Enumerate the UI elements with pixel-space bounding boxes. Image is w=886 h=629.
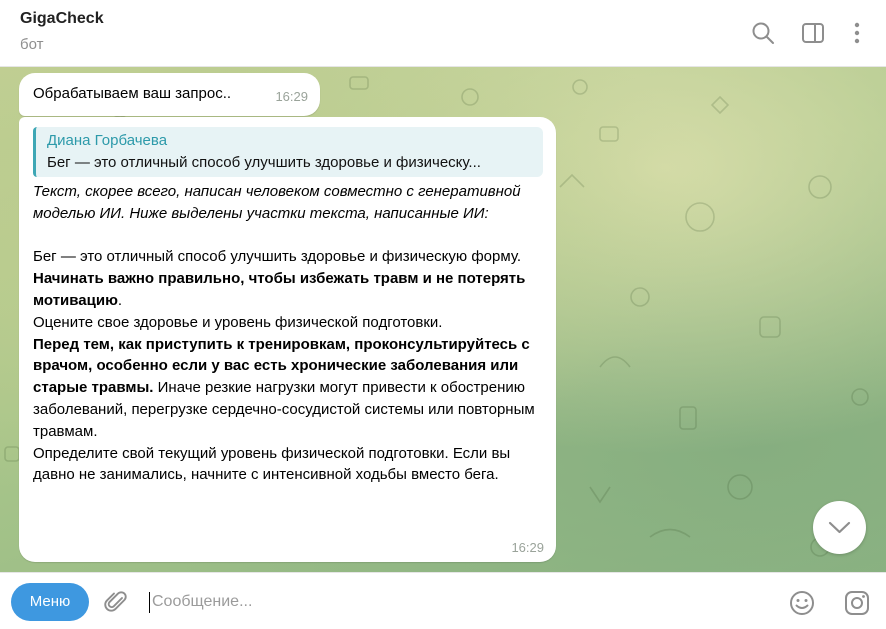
p1-ai-highlight: Начинать важно правильно, чтобы избежать травм и не потерять мотивацию xyxy=(33,270,526,309)
message-input[interactable] xyxy=(152,587,752,617)
chat-area[interactable] xyxy=(0,67,886,572)
chevron-down-icon xyxy=(827,517,852,537)
paragraph-3 xyxy=(33,334,543,443)
sidebar-toggle-icon[interactable] xyxy=(800,20,826,46)
reply-author: Диана Горбачева xyxy=(47,132,168,149)
chat-title[interactable]: GigaCheck xyxy=(20,10,104,27)
paperclip-icon[interactable] xyxy=(103,589,129,615)
p3-normal: Иначе резкие нагрузки могут привести к обострению заболеваний, перегрузке сердечно-сосудистой системы или повторным травмам. xyxy=(33,379,535,440)
message-time: 16:29 xyxy=(275,89,308,104)
chat-header xyxy=(0,0,886,67)
scroll-down-button[interactable] xyxy=(813,501,866,554)
message-processing[interactable] xyxy=(19,73,320,116)
message-body xyxy=(33,181,543,486)
search-icon[interactable] xyxy=(750,20,776,46)
more-icon[interactable] xyxy=(844,20,870,46)
menu-button[interactable]: Меню xyxy=(11,583,89,621)
paragraph-1 xyxy=(33,246,543,311)
message-composer xyxy=(0,572,886,629)
chat-status: бот xyxy=(20,36,44,53)
paragraph-2: Оцените свое здоровье и уровень физической подготовки. xyxy=(33,313,443,331)
p1-end: . xyxy=(117,291,123,309)
reply-text: Бег — это отличный способ улучшить здоровье и физическу... xyxy=(47,154,481,171)
p3-ai-highlight: Перед тем, как приступить к тренировкам, проконсультируйтесь с врачом, особенно если у вас есть хронические заболевания или старые травмы. xyxy=(33,335,530,397)
message-text: Обрабатываем ваш запрос.. xyxy=(33,85,232,102)
sticker-icon[interactable] xyxy=(843,589,871,617)
message-time: 16:29 xyxy=(511,540,544,555)
paragraph-4: Определите свой текущий уровень физической подготовки. Если вы давно не занимались, начните с интенсивной ходьбы вместо бега. xyxy=(33,444,511,484)
reply-quote[interactable] xyxy=(33,127,543,177)
message-result[interactable] xyxy=(19,117,556,562)
emoji-icon[interactable] xyxy=(788,589,816,617)
p1-normal: Бег — это отличный способ улучшить здоровье и физическую форму. xyxy=(33,248,521,266)
text-cursor xyxy=(149,592,150,613)
intro-text: Текст, скорее всего, написан человеком совместно с генеративной моделью ИИ. Ниже выделены участки текста, написанные ИИ: xyxy=(33,183,521,222)
